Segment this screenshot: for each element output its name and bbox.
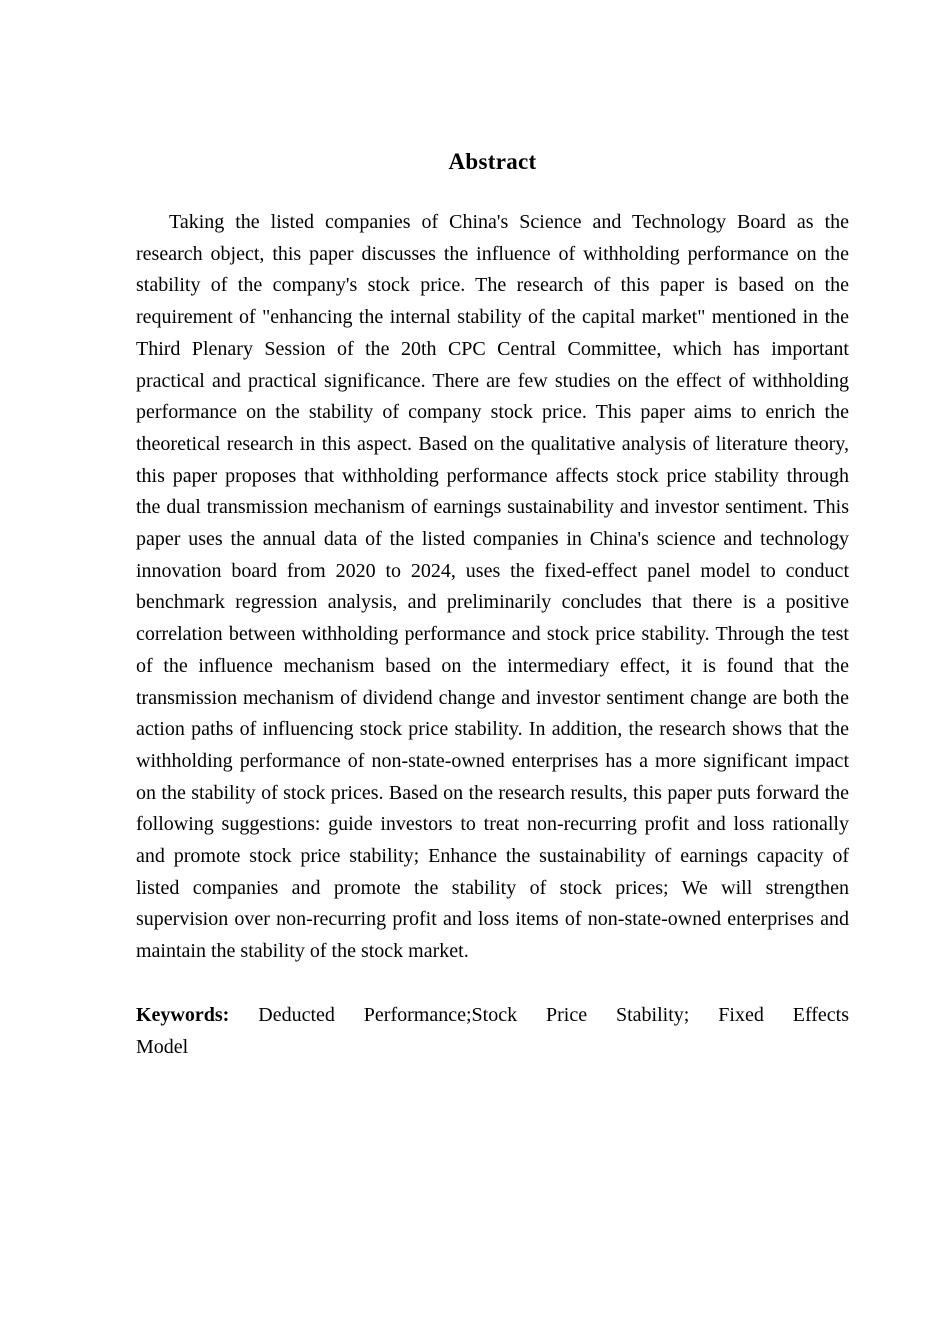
abstract-body-text: Taking the listed companies of China's Science and Technology Board as the research object, this paper discusses the influence of withholding performance on the stability of the company's stock price. The research of this paper is based on the requirement of "enhancing the internal stability of the capital market" mentioned in the Third Plenary Session of the 20th CPC Central Committee, which has important practical and practical significance. There are few studies on the effect of withholding performance on the stability of company stock price. This paper aims to enrich the theoretical research in this aspect. Based on the qualitative analysis of literature theory, this paper proposes that withholding performance affects stock price stability through the dual transmission mechanism of earnings sustainability and investor sentiment. This paper uses the annual data of the listed companies in China's science and technology innovation board from 2020 to 2024, uses the fixed-effect panel model to conduct benchmark regression analysis, and preliminarily concludes that there is a positive correlation between withholding performance and stock price stability. Through the test of the influence mechanism based on the intermediary effect, it is found that the transmission mechanism of dividend change and investor sentiment change are both the action paths of influencing stock price stability. In addition, the research shows that the withholding performance of non-state-owned enterprises has a more significant impact on the stability of stock prices. Based on the research results, this paper puts forward the following suggestions: guide investors to treat non-recurring profit and loss rationally and promote stock price stability; Enhance the sustainability of earnings capacity of listed companies and promote the stability of stock prices; We will strengthen supervision over non-recurring profit and loss items of non-state-owned enterprises and maintain the stability of the stock market. bbox=[136, 211, 849, 963]
page-title: Abstract bbox=[448, 149, 537, 174]
keywords-text: Deducted Performance;Stock Price Stability; Fixed Effects Model bbox=[136, 1003, 850, 1058]
keywords-label: Keywords: bbox=[136, 1003, 230, 1026]
keywords-line bbox=[136, 1000, 849, 1063]
